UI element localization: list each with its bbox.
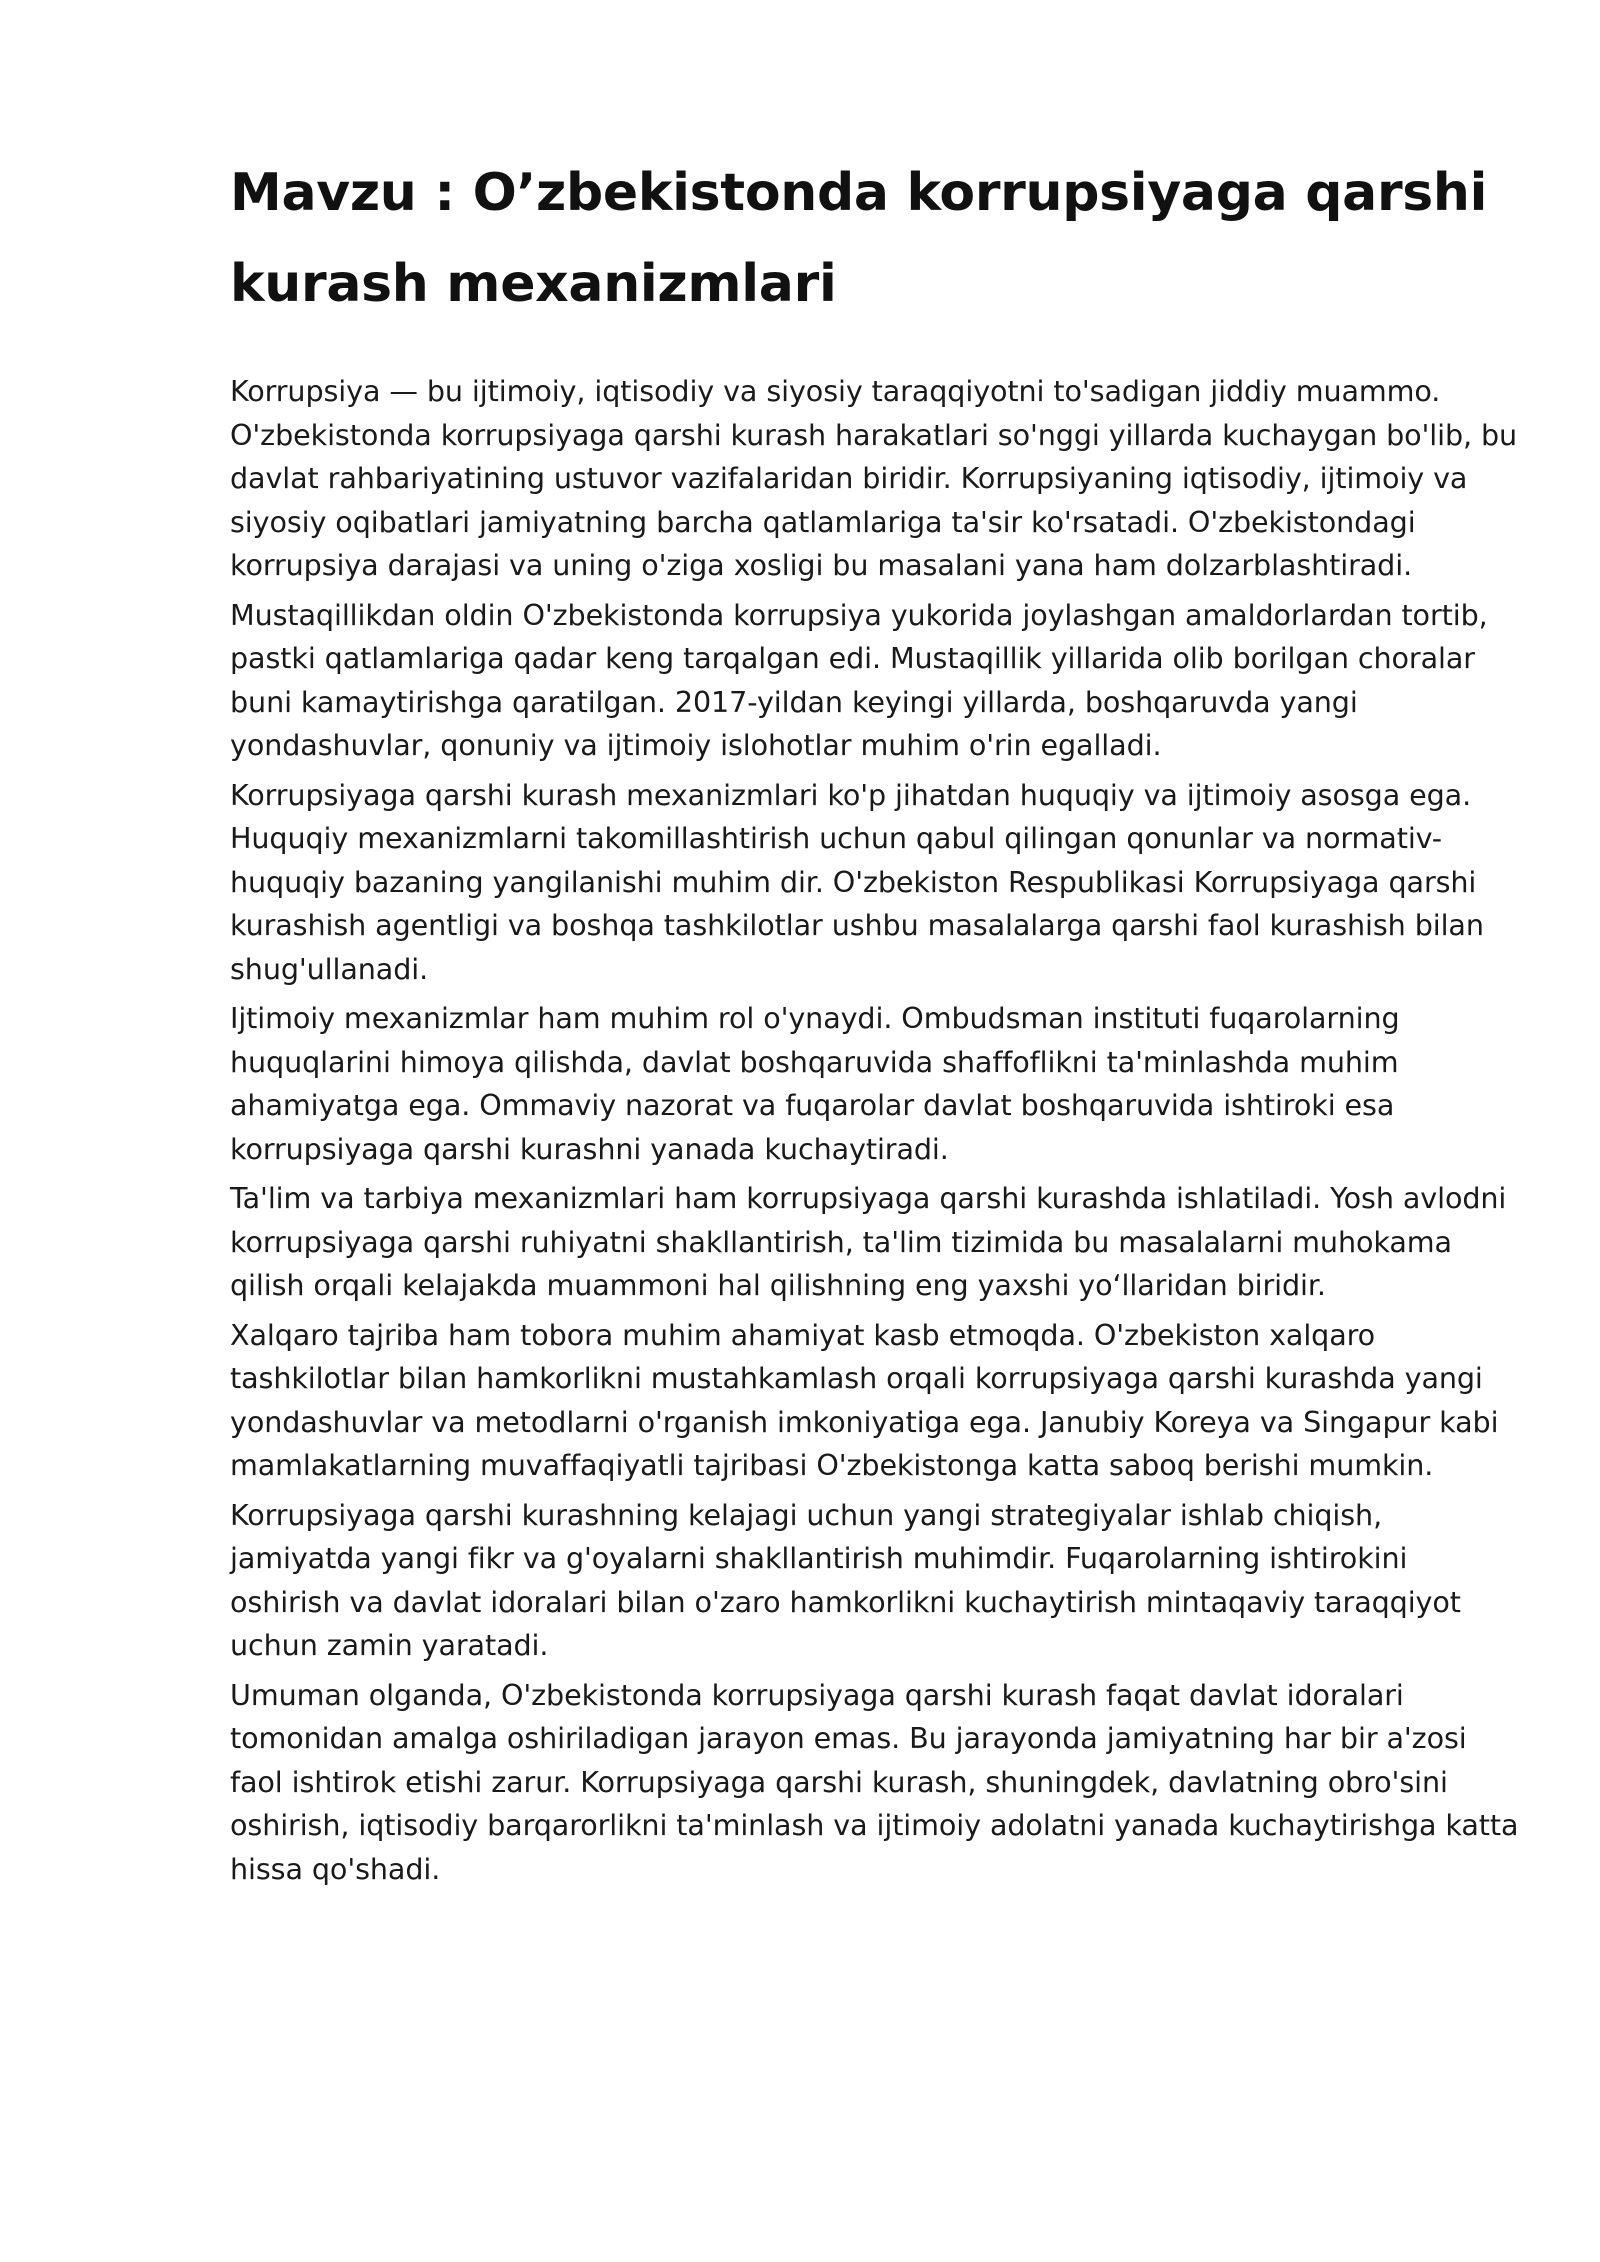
paragraph-conclusion: Umuman olganda, O'zbekistonda korrupsiyaga qarshi kurash faqat davlat idoralari tomonidan amalga oshiriladigan jarayon emas. Bu jarayonda jamiyatning har bir a'zosi faol ishtirok etishi zarur. Korrupsiyaga qarshi kurash, shuningdek, davlatning obro'sini oshirish, iqtisodiy barqarorlikni ta'minlash va ijtimoiy adolatni yanada kuchaytirishga katta hissa qo'shadi.: [230, 1677, 1519, 1886]
document-title: Mavzu : O’zbekistonda korrupsiyaga qarshi kurash mexanizmlari: [230, 163, 1488, 314]
paragraph-social-mechanisms: Ijtimoiy mexanizmlar ham muhim rol o'ynaydi. Ombudsman instituti fuqarolarning huquqlarini himoya qilishda, davlat boshqaruvida shaffoflikni ta'minlashda muhim ahamiyatga ega. Ommaviy nazorat va fuqarolar davlat boshqaruvida ishtiroki esa korrupsiyaga qarshi kurashni yanada kuchaytiradi.: [230, 1001, 1400, 1166]
paragraph-introduction: Korrupsiya — bu ijtimoiy, iqtisodiy va siyosiy taraqqiyotni to'sadigan jiddiy muammo. O'zbekistonda korrupsiyaga qarshi kurash harakatlari so'nggi yillarda kuchaygan bo'lib, bu davlat rahbariyatining ustuvor vazifalaridan biridir. Korrupsiyaning iqtisodiy, ijtimoiy va siyosiy oqibatlari jamiyatning barcha qatlamlariga ta'sir ko'rsatadi. O'zbekistondagi korrupsiya darajasi va uning o'ziga xosligi bu masalani yana ham dolzarblashtiradi.: [230, 374, 1518, 582]
paragraph-future-strategy: Korrupsiyaga qarshi kurashning kelajagi uchun yangi strategiyalar ishlab chiqish, jamiyatda yangi fikr va g'oyalarni shakllantirish muhimdir. Fuqarolarning ishtirokini oshirish va davlat idoralari bilan o'zaro hamkorlikni kuchaytirish mintaqaviy taraqqiyot uchun zamin yaratadi.: [230, 1497, 1461, 1662]
paragraph-legal-mechanisms: Korrupsiyaga qarshi kurash mexanizmlari ko'p jihatdan huquqiy va ijtimoiy asosga ega. Huquqiy mexanizmlarni takomillashtirish uchun qabul qilingan qonunlar va normativ-huquqiy bazaning yangilanishi muhim dir. O'zbekiston Respublikasi Korrupsiyaga qarshi kurashish agentligi va boshqa tashkilotlar ushbu masalalarga qarshi faol kurashish bilan shug'ullanadi.: [230, 777, 1484, 986]
document-body: [230, 148, 1520, 1897]
paragraph-international-experience: Xalqaro tajriba ham tobora muhim ahamiyat kasb etmoqda. O'zbekiston xalqaro tashkilotlar bilan hamkorlikni mustahkamlash orqali korrupsiyaga qarshi kurashda yangi yondashuvlar va metodlarni o'rganish imkoniyatiga ega. Janubiy Koreya va Singapur kabi mamlakatlarning muvaffaqiyatli tajribasi O'zbekistonga katta saboq berishi mumkin.: [230, 1317, 1499, 1482]
paragraph-history: Mustaqillikdan oldin O'zbekistonda korrupsiya yukorida joylashgan amaldorlardan tortib, pastki qatlamlariga qadar keng tarqalgan edi. Mustaqillik yillarida olib borilgan choralar buni kamaytirishga qaratilgan. 2017-yildan keyingi yillarda, boshqaruvda yangi yondashuvlar, qonuniy va ijtimoiy islohotlar muhim o'rin egalladi.: [230, 597, 1488, 762]
paragraph-education: Ta'lim va tarbiya mexanizmlari ham korrupsiyaga qarshi kurashda ishlatiladi. Yosh avlodni korrupsiyaga qarshi ruhiyatni shakllantirish, ta'lim tizimida bu masalalarni muhokama qilish orqali kelajakda muammoni hal qilishning eng yaxshi yoʻllaridan biridir.: [230, 1181, 1507, 1302]
